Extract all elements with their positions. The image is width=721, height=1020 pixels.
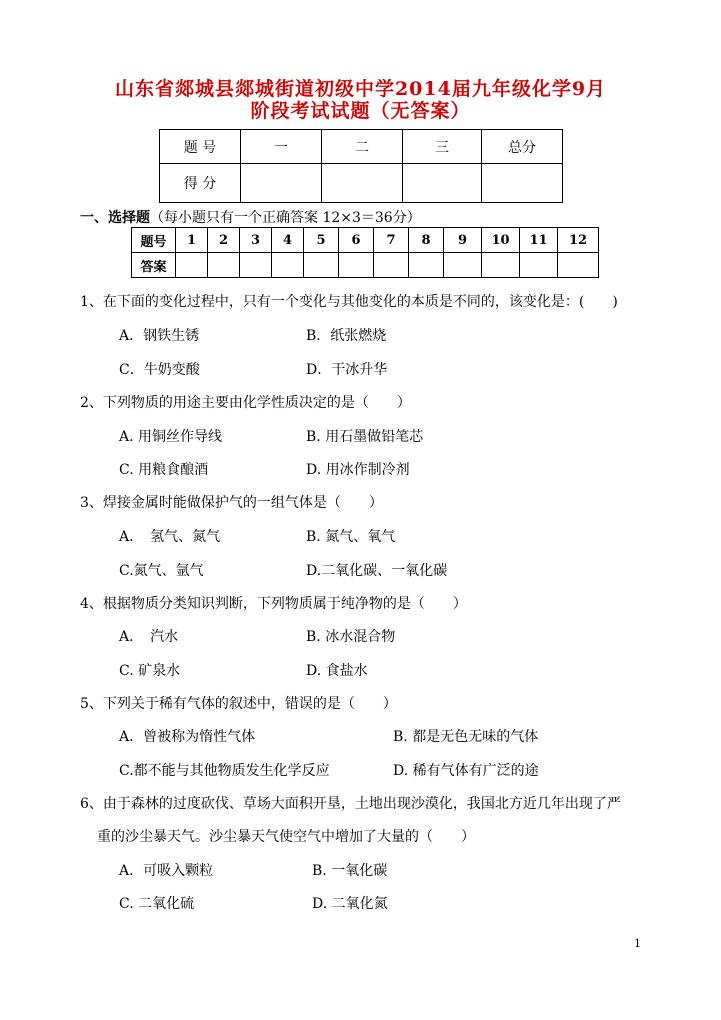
section-1-label: 一、选择题: [80, 210, 150, 226]
score-cell-empty[interactable]: [241, 164, 322, 203]
question-2-option-c: C. 用粮食酿酒: [119, 462, 209, 478]
section-1-header: [80, 207, 421, 227]
question-number-cell: 12: [558, 228, 599, 253]
question-5-option-a: A．曾被称为惰性气体: [119, 729, 256, 745]
score-header-cell: 三: [403, 130, 482, 164]
exam-title-line-1: 山东省郯城县郯城街道初级中学2014届九年级化学9月: [114, 78, 607, 100]
question-6-option-a: A．可吸入颗粒: [119, 863, 214, 879]
answer-cell[interactable]: [374, 253, 409, 278]
question-4-option-b: B. 冰水混合物: [306, 629, 396, 645]
question-1-stem: 1、在下面的变化过程中，只有一个变化与其他变化的本质是不同的，该变化是：( ): [80, 294, 618, 310]
answer-table-header-label: 题号: [132, 228, 176, 253]
answer-cell[interactable]: [304, 253, 339, 278]
question-1-option-b: B．纸张燃烧: [306, 328, 387, 344]
score-cell-empty[interactable]: [482, 164, 563, 203]
score-table-score-row: [160, 164, 563, 203]
question-2-option-a: A. 用铜丝作导线: [119, 429, 223, 445]
question-4-option-c: C. 矿泉水: [119, 663, 181, 679]
page-number: 1: [634, 937, 641, 950]
question-5-option-c: C.都不能与其他物质发生化学反应: [119, 763, 330, 779]
answer-cell[interactable]: [339, 253, 374, 278]
answer-cell[interactable]: [208, 253, 240, 278]
score-header-cell: 二: [322, 130, 403, 164]
question-2-option-d: D. 用冰作制冷剂: [306, 462, 410, 478]
answer-cell[interactable]: [240, 253, 272, 278]
answer-cell[interactable]: [558, 253, 599, 278]
answer-cell[interactable]: [444, 253, 482, 278]
question-3-option-d: D.二氧化碳、一氧化碳: [306, 563, 448, 579]
question-number-cell: 7: [374, 228, 409, 253]
answer-cell[interactable]: [409, 253, 444, 278]
question-number-cell: 3: [240, 228, 272, 253]
question-number-cell: 1: [176, 228, 208, 253]
score-header-cell: 总分: [482, 130, 563, 164]
question-5-option-d: D. 稀有气体有广泛的途: [393, 763, 539, 779]
question-3-option-c: C.氮气、氩气: [119, 563, 204, 579]
question-1-option-d: D．干冰升华: [306, 362, 388, 378]
score-table-header-row: [160, 130, 563, 164]
exam-title-line-2: 阶段考试试题（无答案）: [250, 100, 471, 122]
question-3-option-b: B. 氮气、氧气: [306, 529, 396, 545]
answer-cell[interactable]: [520, 253, 558, 278]
question-6-stem: 6、由于森林的过度砍伐、草场大面积开垦，土地出现沙漠化，我国北方近几年出现了严: [80, 796, 621, 812]
question-number-cell: 2: [208, 228, 240, 253]
question-6-option-d: D. 二氧化氮: [312, 896, 388, 912]
question-number-cell: 9: [444, 228, 482, 253]
question-6-option-c: C. 二氧化硫: [119, 896, 195, 912]
question-5-option-b: B. 都是无色无味的气体: [393, 729, 539, 745]
answer-table-answer-row: [132, 253, 599, 278]
score-header-cell: 题 号: [160, 130, 241, 164]
question-6-option-b: B. 一氧化碳: [312, 863, 388, 879]
question-4-stem: 4、根据物质分类知识判断，下列物质属于纯净物的是（ ）: [80, 596, 467, 612]
question-number-cell: 6: [339, 228, 374, 253]
score-table: [159, 129, 563, 203]
answer-cell[interactable]: [272, 253, 304, 278]
answer-table-number-row: [132, 228, 599, 253]
question-4-option-d: D. 食盐水: [306, 663, 368, 679]
question-5-stem: 5、下列关于稀有气体的叙述中，错误的是（ ）: [80, 696, 397, 712]
question-1-option-c: C．牛奶变酸: [119, 362, 200, 378]
question-6-stem-continued: 重的沙尘暴天气。沙尘暴天气使空气中增加了大量的（ ）: [97, 829, 475, 845]
answer-cell[interactable]: [482, 253, 520, 278]
question-2-stem: 2、下列物质的用途主要由化学性质决定的是（ ）: [80, 395, 411, 411]
question-number-cell: 11: [520, 228, 558, 253]
score-cell-empty[interactable]: [322, 164, 403, 203]
question-2-option-b: B. 用石墨做铅笔芯: [306, 429, 424, 445]
question-number-cell: 4: [272, 228, 304, 253]
answer-table: [131, 227, 599, 278]
answer-table-answer-label: 答案: [132, 253, 176, 278]
score-cell-empty[interactable]: [403, 164, 482, 203]
score-row-label: 得 分: [160, 164, 241, 203]
score-header-cell: 一: [241, 130, 322, 164]
question-1-option-a: A．钢铁生锈: [119, 328, 200, 344]
section-1-note: （每小题只有一个正确答案 12×3＝36分）: [150, 210, 421, 226]
question-number-cell: 5: [304, 228, 339, 253]
question-number-cell: 10: [482, 228, 520, 253]
question-3-option-a: A． 氢气、氮气: [119, 529, 221, 545]
question-3-stem: 3、焊接金属时能做保护气的一组气体是（ ）: [80, 495, 383, 511]
answer-cell[interactable]: [176, 253, 208, 278]
question-4-option-a: A． 汽水: [119, 629, 179, 645]
question-number-cell: 8: [409, 228, 444, 253]
